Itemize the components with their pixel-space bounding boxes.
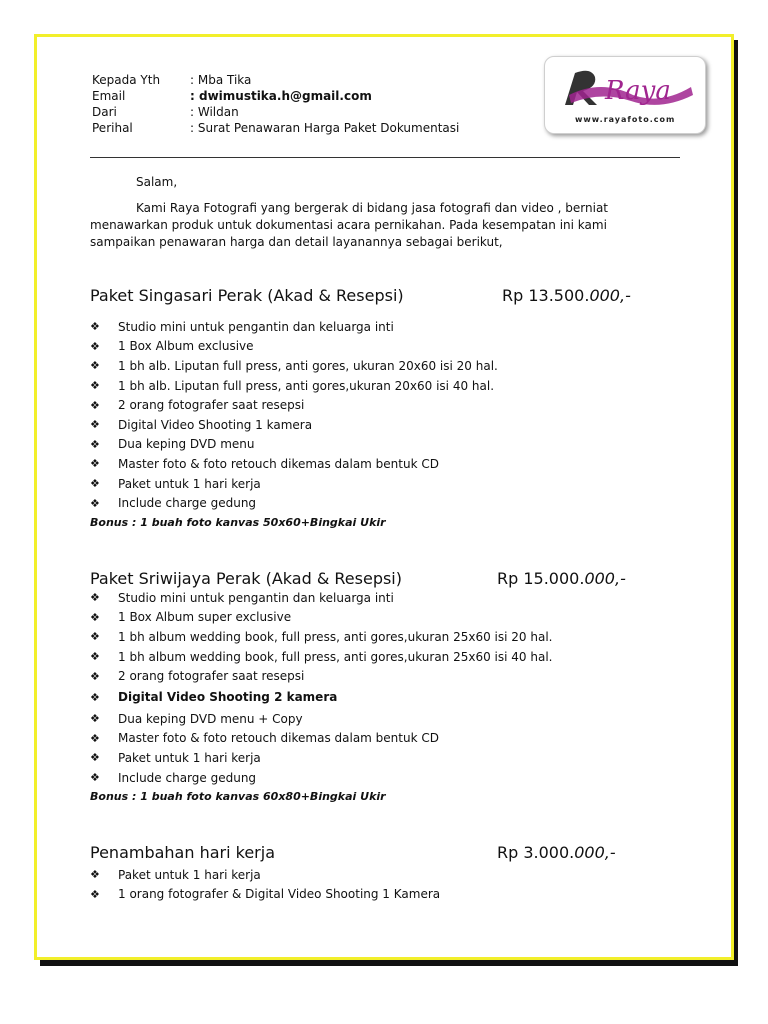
- package-price: [497, 843, 616, 862]
- header-label: Kepada Yth: [92, 73, 161, 87]
- list-item: [90, 454, 498, 474]
- item-text: Studio mini untuk pengantin dan keluarga inti: [118, 319, 394, 334]
- header-value: : Wildan: [190, 105, 239, 119]
- item-text: Master foto & foto retouch dikemas dalam bentuk CD: [118, 731, 439, 746]
- bullet-icon: ❖: [90, 398, 100, 412]
- item-text: Include charge gedung: [118, 770, 257, 785]
- list-item: [90, 709, 552, 729]
- item-text: Paket untuk 1 hari kerja: [118, 476, 261, 491]
- package-title: Penambahan hari kerja: [90, 843, 276, 862]
- package-price: [502, 286, 631, 305]
- price-main: Rp 15.000.: [497, 569, 585, 588]
- item-text: 1 bh album wedding book, full press, anti gores,ukuran 25x60 isi 40 hal.: [118, 649, 553, 664]
- header-value: : dwimustika.h@gmail.com: [190, 89, 372, 103]
- item-text: 1 Box Album exclusive: [118, 339, 254, 354]
- bullet-icon: ❖: [90, 457, 100, 471]
- list-item: [90, 885, 440, 905]
- bullet-icon: ❖: [90, 690, 100, 704]
- bullet-icon: ❖: [90, 771, 100, 785]
- list-item: [90, 865, 440, 885]
- item-text: Include charge gedung: [118, 496, 257, 511]
- header-value: : Mba Tika: [190, 73, 252, 87]
- item-text: Studio mini untuk pengantin dan keluarga inti: [118, 590, 394, 605]
- bullet-icon: ❖: [90, 868, 100, 882]
- header-row-email: [92, 88, 459, 104]
- package-title: Paket Singasari Perak (Akad & Resepsi): [90, 286, 404, 305]
- bullet-icon: ❖: [90, 712, 100, 726]
- list-item: [90, 474, 498, 494]
- list-item: [90, 435, 498, 455]
- list-item: [90, 493, 498, 513]
- header-row-sender: [92, 104, 459, 120]
- header-label: Email: [92, 89, 126, 103]
- list-item: [90, 768, 552, 788]
- bullet-icon: ❖: [90, 359, 100, 373]
- price-cents: 000,-: [574, 843, 616, 862]
- list-item: [90, 666, 552, 686]
- greeting: Salam,: [136, 175, 178, 189]
- bullet-icon: ❖: [90, 379, 100, 393]
- company-logo: [544, 56, 706, 134]
- header-row-subject: [92, 120, 459, 136]
- bullet-icon: ❖: [90, 610, 100, 624]
- header-label: Dari: [92, 105, 117, 119]
- list-item: [90, 627, 552, 647]
- price-main: Rp 3.000.: [497, 843, 575, 862]
- intro-paragraph: Kami Raya Fotografi yang bergerak di bidang jasa fotografi dan video , berniat menawarkan produk untuk dokumentasi acara pernikahan. Pada kesempatan ini kami sampaikan penawaran harga dan detail layanannya sebagai berikut,: [90, 201, 609, 249]
- item-text: 1 orang fotografer & Digital Video Shooting 1 Kamera: [118, 887, 441, 902]
- list-item: [90, 748, 552, 768]
- list-item: [90, 686, 552, 709]
- page-shadow-bottom: [40, 960, 738, 966]
- package-title: Paket Sriwijaya Perak (Akad & Resepsi): [90, 569, 402, 588]
- letter-header: [92, 72, 459, 136]
- item-text: Digital Video Shooting 2 kamera: [118, 690, 338, 705]
- raya-logo-icon: [561, 65, 697, 113]
- bullet-icon: ❖: [90, 320, 100, 334]
- price-cents: 000,-: [589, 286, 631, 305]
- bullet-icon: ❖: [90, 650, 100, 664]
- list-item: [90, 356, 498, 376]
- item-text: 2 orang fotografer saat resepsi: [118, 398, 305, 413]
- price-cents: 000,-: [584, 569, 626, 588]
- bullet-icon: ❖: [90, 437, 100, 451]
- list-item: [90, 415, 498, 435]
- bullet-icon: ❖: [90, 418, 100, 432]
- bullet-icon: ❖: [90, 496, 100, 510]
- item-text: Digital Video Shooting 1 kamera: [118, 417, 313, 432]
- bullet-icon: ❖: [90, 669, 100, 683]
- list-item: [90, 317, 498, 337]
- item-text: Dua keping DVD menu: [118, 437, 255, 452]
- item-text: 1 bh alb. Liputan full press, anti gores, ukuran 20x60 isi 20 hal.: [118, 358, 498, 373]
- item-text: Paket untuk 1 hari kerja: [118, 750, 261, 765]
- bullet-icon: ❖: [90, 751, 100, 765]
- logo-url: www.rayafoto.com: [575, 115, 676, 124]
- logo-brand-text: Raya: [605, 76, 671, 106]
- package-items: [90, 588, 552, 787]
- bullet-icon: ❖: [90, 630, 100, 644]
- package-items: [90, 865, 440, 904]
- item-text: Dua keping DVD menu + Copy: [118, 711, 303, 726]
- package-bonus: Bonus : 1 buah foto kanvas 50x60+Bingkai Ukir: [90, 516, 386, 529]
- item-text: Paket untuk 1 hari kerja: [118, 867, 261, 882]
- header-value: : Surat Penawaran Harga Paket Dokumentasi: [190, 121, 460, 135]
- page-shadow-right: [734, 40, 738, 966]
- bullet-icon: ❖: [90, 477, 100, 491]
- list-item: [90, 729, 552, 749]
- item-text: Master foto & foto retouch dikemas dalam bentuk CD: [118, 456, 439, 471]
- header-label: Perihal: [92, 121, 133, 135]
- item-text: 1 bh album wedding book, full press, anti gores,ukuran 25x60 isi 20 hal.: [118, 629, 553, 644]
- package-price: [497, 569, 626, 588]
- list-item: [90, 647, 552, 667]
- item-text: 1 bh alb. Liputan full press, anti gores,ukuran 20x60 isi 40 hal.: [118, 378, 495, 393]
- price-main: Rp 13.500.: [502, 286, 590, 305]
- item-text: 2 orang fotografer saat resepsi: [118, 669, 305, 684]
- header-row-recipient: [92, 72, 459, 88]
- list-item: [90, 376, 498, 396]
- bullet-icon: ❖: [90, 591, 100, 605]
- item-text: 1 Box Album super exclusive: [118, 610, 292, 625]
- bullet-icon: ❖: [90, 339, 100, 353]
- list-item: [90, 337, 498, 357]
- header-divider: [90, 157, 680, 158]
- bullet-icon: ❖: [90, 731, 100, 745]
- package-bonus: Bonus : 1 buah foto kanvas 60x80+Bingkai Ukir: [90, 790, 386, 803]
- bullet-icon: ❖: [90, 887, 100, 901]
- list-item: [90, 608, 552, 628]
- package-items: [90, 317, 498, 513]
- list-item: [90, 588, 552, 608]
- list-item: [90, 395, 498, 415]
